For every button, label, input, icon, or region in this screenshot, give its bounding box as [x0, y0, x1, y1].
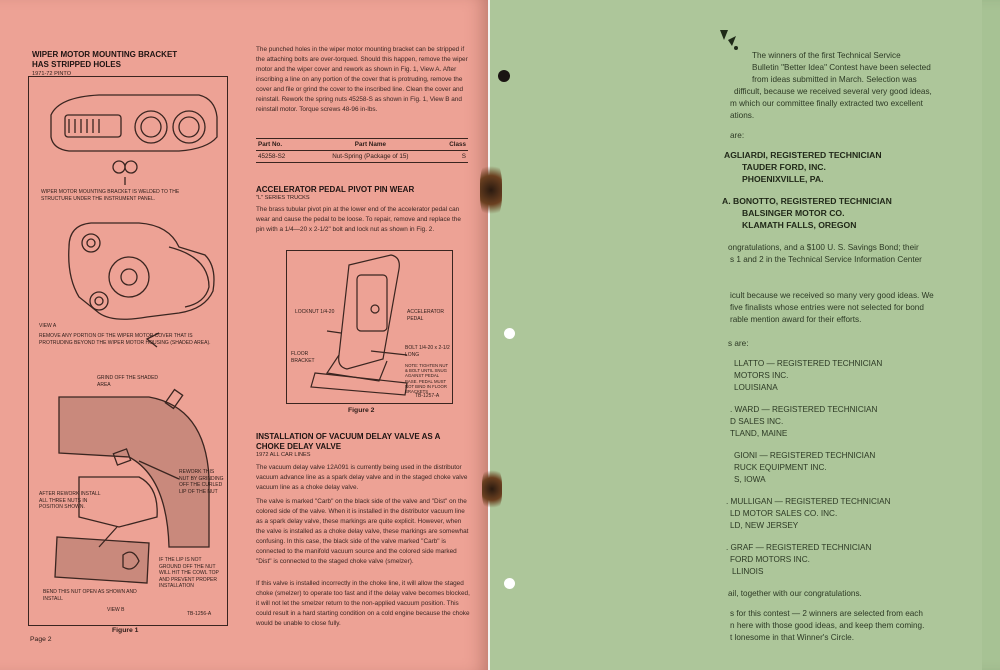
winner-city: PHOENIXVILLE, PA. — [742, 174, 824, 184]
finalist-dealer: FORD MOTORS INC. — [730, 555, 810, 564]
body-line: are: — [730, 131, 745, 140]
callout-text: AFTER REWORK INSTALL ALL THREE NUTS IN POSITION SHOWN. — [39, 491, 101, 510]
callout-text: WIPER MOTOR MOUNTING BRACKET IS WELDED TO THE STRUCTURE UNDER THE INSTRUMENT PANEL. — [41, 189, 180, 202]
left-page — [0, 0, 488, 670]
figure-1-box — [28, 76, 228, 626]
callout-text: NOTE: TIGHTEN NUT & BOLT UNTIL SNUG AGAINST PEDAL BASE. PEDAL MUST NOT BIND IN FLOOR BRACKETS — [405, 363, 449, 395]
table-cell: 45258-S2 — [256, 151, 306, 163]
callout-text: GRIND OFF THE SHADED AREA — [97, 375, 159, 388]
callout-text: FLOOR BRACKET — [291, 351, 315, 364]
column-header: Part Name — [306, 139, 435, 151]
winner-name: A. BONOTTO, REGISTERED TECHNICIAN — [722, 196, 892, 206]
body-line: m which our committee finally extracted two excellent — [730, 99, 923, 108]
body-line: s 1 and 2 in the Technical Service Information Center — [730, 255, 922, 264]
paragraph: The punched holes in the wiper motor mounting bracket can be stripped if the attaching bolts are over-torqued. Should this happen, remove the wiper motor and the wiper cover and rework as shown in Fig. 1, View A. After inscribing a line on any portion of the cover that is protruding, remove the cover and file or grind the cover to the inscribed line. Clean the cover and reinstall. Rework the spring nuts 45258-S as shown in Fig. 1, View B and reinstall motor. Torque screws 48-96 in-lbs. — [256, 46, 468, 113]
body-line: The winners of the first Technical Service — [752, 51, 901, 60]
section-title: CHOKE DELAY VALVE — [256, 442, 342, 451]
view-label: VIEW A — [39, 323, 57, 329]
section-title: WIPER MOTOR MOUNTING BRACKET — [32, 50, 178, 59]
finalist-city: LLINOIS — [732, 567, 764, 576]
figure-ref: TB-1257-A — [415, 393, 440, 399]
body-line: n here with those good ideas, and keep them coming. — [730, 621, 925, 630]
body-line: s for this contest — 2 winners are selected from each — [730, 609, 923, 618]
paragraph: If this valve is installed incorrectly in the choke line, it will allow the staged choke (smelzer) to operate too fast and if the delay valve becomes blocked, it will not let the smelzer return to the non-applied vacuum position. This could result in a hard starting condition on a cold engine because the choke would be unable to close fully. — [256, 580, 470, 627]
body-line: ongratulations, and a $100 U. S. Savings Bond; their — [728, 243, 919, 252]
winner-dealer: BALSINGER MOTOR CO. — [742, 208, 845, 218]
table-row — [256, 151, 468, 163]
callout-text: LOCKNUT 1/4-20 — [295, 309, 335, 315]
body-line: icult because we received so many very good ideas. We — [730, 291, 934, 300]
section-title: INSTALLATION OF VACUUM DELAY VALVE AS A — [256, 432, 441, 441]
section-subtitle: 1971-72 PINTO — [32, 71, 72, 77]
callout-text: BEND THIS NUT OPEN AS SHOWN AND INSTALL — [43, 589, 137, 602]
body-line: t lonesome in that Winner's Circle. — [730, 633, 854, 642]
finalist-dealer: D SALES INC. — [730, 417, 784, 426]
column-header: Part No. — [256, 139, 306, 151]
bulb-logo-icon — [716, 26, 742, 52]
figure-ref: TB-1256-A — [187, 611, 212, 617]
callout-text: ACCELERATOR PEDAL — [407, 309, 445, 322]
section-subtitle: "L" SERIES TRUCKS — [256, 195, 310, 201]
view-label: VIEW B — [107, 607, 125, 613]
finalist-dealer: RUCK EQUIPMENT INC. — [734, 463, 827, 472]
callout-text: REWORK THIS NUT BY GRINDING OFF THE CURLED LIP OF THE NUT — [179, 469, 224, 495]
paragraph: The vacuum delay valve 12A091 is currently being used in the distributor vacuum advance line as a spark delay valve and in the staged choke valve vacuum line as a choke delay valve. — [256, 464, 468, 491]
finalist-name: . MULLIGAN — REGISTERED TECHNICIAN — [726, 497, 891, 506]
body-line: rable mention award for their efforts. — [730, 315, 862, 324]
figure-1-illustration — [29, 77, 227, 625]
table-cell: S — [435, 151, 468, 163]
finalist-dealer: LD MOTOR SALES CO. INC. — [730, 509, 838, 518]
binder-hole — [504, 328, 515, 339]
finalist-name: GIONI — REGISTERED TECHNICIAN — [734, 451, 876, 460]
column-header: Class — [435, 139, 468, 151]
callout-text: BOLT 1/4-20 x 2-1/2 LONG — [405, 345, 450, 358]
finalist-city: S, IOWA — [734, 475, 766, 484]
finalist-name: . WARD — REGISTERED TECHNICIAN — [730, 405, 878, 414]
body-line: from ideas submitted in March. Selection was — [752, 75, 917, 84]
page-number: Page 2 — [30, 636, 52, 643]
paragraph: The valve is marked "Carb" on the black side of the valve and "Dist" on the colored side of the valve. When it is installed in the distributor vacuum line as a spark delay valve, these markings are quite explicit. However, when the valve is installed as a choke delay valve, these markings are somewhat confusing. In this case, the black side of the valve marked "Carb" is connected to the manifold vacuum source and the colored side marked "Dist" is connected to the staged choke valve (smelzer). — [256, 498, 469, 565]
figure-caption: Figure 1 — [112, 627, 139, 634]
finalist-city: LOUISIANA — [734, 383, 778, 392]
body-line: ations. — [730, 111, 755, 120]
burn-mark — [480, 160, 502, 220]
right-page — [490, 0, 1000, 670]
binder-hole — [504, 578, 515, 589]
binder-hole — [498, 70, 510, 82]
finalist-name: . GRAF — REGISTERED TECHNICIAN — [726, 543, 872, 552]
finalist-name: LLATTO — REGISTERED TECHNICIAN — [734, 359, 883, 368]
body-line: ail, together with our congratulations. — [728, 589, 862, 598]
section-subtitle: 1972 ALL CAR LINES — [256, 452, 311, 458]
section-title: ACCELERATOR PEDAL PIVOT PIN WEAR — [256, 185, 415, 194]
winner-name: AGLIARDI, REGISTERED TECHNICIAN — [724, 150, 882, 160]
finalist-city: TLAND, MAINE — [730, 429, 788, 438]
finalist-city: LD, NEW JERSEY — [730, 521, 799, 530]
callout-text: REMOVE ANY PORTION OF THE WIPER MOTOR COVER THAT IS PROTRUDING BEYOND THE WIPER MOTOR HOUSING (SHADED AREA). — [39, 333, 211, 346]
parts-table — [256, 138, 468, 163]
winner-dealer: TAUDER FORD, INC. — [742, 162, 826, 172]
body-line: difficult, because we received several very good ideas, — [734, 87, 932, 96]
table-cell: Nut-Spring (Package of 15) — [306, 151, 435, 163]
body-line: s are: — [728, 339, 749, 348]
section-title: HAS STRIPPED HOLES — [32, 60, 121, 69]
body-line: five finalists whose entries were not selected for bond — [730, 303, 924, 312]
figure-2-box — [286, 250, 453, 404]
figure-caption: Figure 2 — [348, 407, 375, 414]
burn-mark — [482, 466, 502, 512]
winner-city: KLAMATH FALLS, OREGON — [742, 220, 857, 230]
body-line: Bulletin "Better Idea" Contest have been selected — [752, 63, 931, 72]
finalist-dealer: MOTORS INC. — [734, 371, 789, 380]
callout-text: IF THE LIP IS NOT GROUND OFF THE NUT WILL HIT THE COWL TOP AND PREVENT PROPER INSTALLATION — [159, 557, 219, 589]
paragraph: The brass tubular pivot pin at the lower end of the accelerator pedal can wear and cause the pedal to be loose. To repair, remove and replace the pin with a 1/4—20 x 2-1/2" bolt and lock nut as shown in Fig. 2. — [256, 206, 461, 233]
